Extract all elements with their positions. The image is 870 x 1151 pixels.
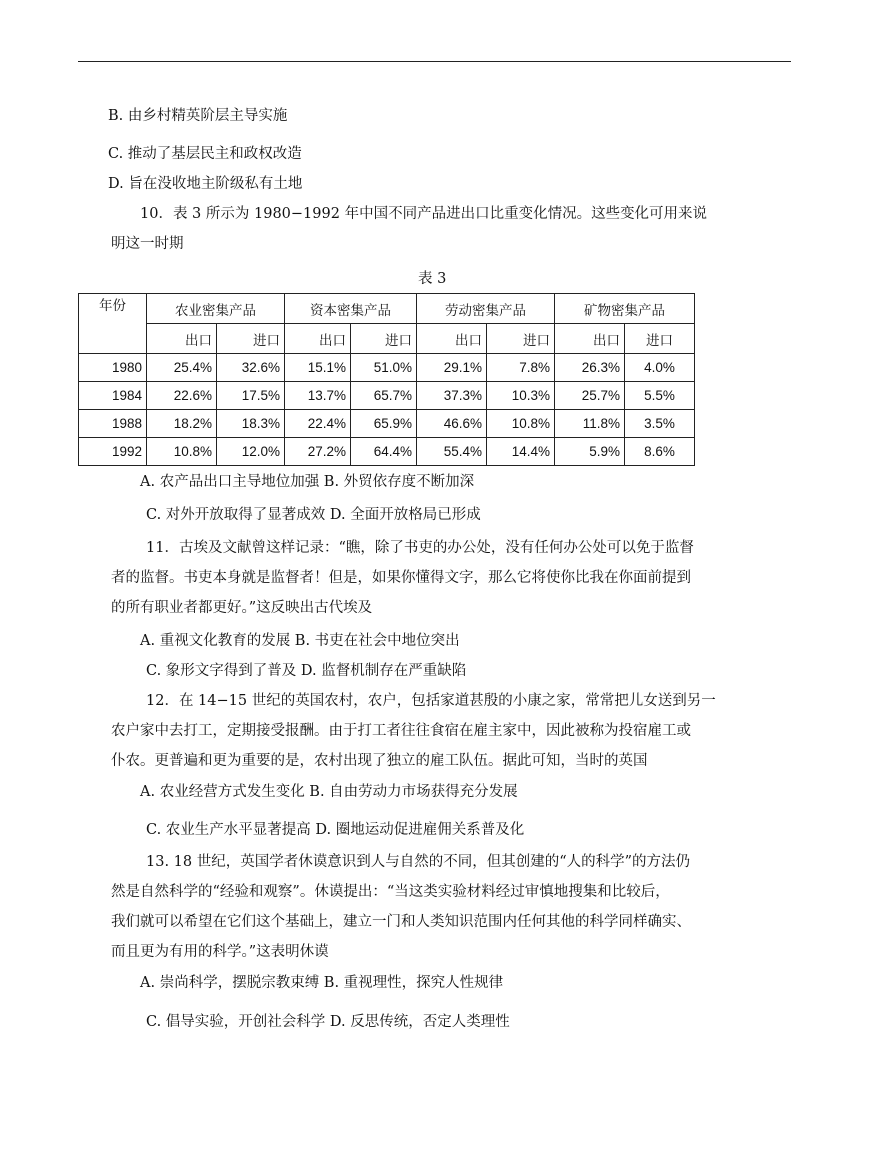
q11-stem-line-1: 11．古埃及文献曾这样记录：“瞧，除了书吏的办公处，没有任何办公处可以免于监督 bbox=[146, 540, 694, 556]
cell: 17.5% bbox=[217, 382, 285, 410]
cell: 4.0% bbox=[625, 354, 695, 382]
sub-header: 进口 bbox=[625, 324, 695, 354]
cell: 5.5% bbox=[625, 382, 695, 410]
row-year: 1988 bbox=[79, 410, 147, 438]
header-rule bbox=[78, 61, 791, 62]
q10-stem-line-2: 明这一时期 bbox=[111, 236, 184, 252]
group-header-labor: 劳动密集产品 bbox=[417, 294, 555, 324]
q13-stem-line-3: 我们就可以希望在它们这个基础上，建立一门和人类知识范围内任何其他的科学同样确实、 bbox=[111, 914, 691, 930]
cell: 32.6% bbox=[217, 354, 285, 382]
row-year: 1984 bbox=[79, 382, 147, 410]
cell: 13.7% bbox=[285, 382, 351, 410]
table-group-header-row bbox=[79, 294, 695, 324]
table-sub-header-row bbox=[79, 324, 695, 354]
sub-header: 出口 bbox=[147, 324, 217, 354]
cell: 10.8% bbox=[147, 438, 217, 466]
cell: 5.9% bbox=[555, 438, 625, 466]
cell: 11.8% bbox=[555, 410, 625, 438]
table-row bbox=[79, 410, 695, 438]
cell: 25.7% bbox=[555, 382, 625, 410]
cell: 10.8% bbox=[487, 410, 555, 438]
trade-table bbox=[78, 293, 695, 466]
q10-stem-line-1: 10．表 3 所示为 1980−1992 年中国不同产品进出口比重变化情况。这些变化可用来说 bbox=[140, 206, 708, 222]
year-header: 年份 bbox=[79, 294, 147, 354]
cell: 27.2% bbox=[285, 438, 351, 466]
q12-stem-line-1: 12．在 14−15 世纪的英国农村，农户，包括家道甚殷的小康之家，常常把儿女送到另一 bbox=[146, 693, 716, 709]
table-caption: 表 3 bbox=[418, 271, 447, 287]
q12-options-ab: A. 农业经营方式发生变化 B. 自由劳动力市场获得充分发展 bbox=[140, 784, 518, 800]
q11-options-cd: C. 象形文字得到了普及 D. 监督机制存在严重缺陷 bbox=[146, 663, 467, 679]
q10-options-ab: A. 农产品出口主导地位加强 B. 外贸依存度不断加深 bbox=[140, 474, 475, 490]
sub-header: 进口 bbox=[487, 324, 555, 354]
cell: 29.1% bbox=[417, 354, 487, 382]
row-year: 1980 bbox=[79, 354, 147, 382]
sub-header: 出口 bbox=[417, 324, 487, 354]
q9-option-d: D. 旨在没收地主阶级私有土地 bbox=[108, 176, 303, 192]
cell: 18.2% bbox=[147, 410, 217, 438]
q13-stem-line-4: 而且更为有用的科学。”这表明休谟 bbox=[111, 944, 329, 960]
cell: 65.7% bbox=[351, 382, 417, 410]
q12-stem-line-3: 仆农。更普遍和更为重要的是，农村出现了独立的雇工队伍。据此可知，当时的英国 bbox=[111, 753, 648, 769]
group-header-agri: 农业密集产品 bbox=[147, 294, 285, 324]
table-row bbox=[79, 438, 695, 466]
cell: 14.4% bbox=[487, 438, 555, 466]
sub-header: 出口 bbox=[555, 324, 625, 354]
cell: 37.3% bbox=[417, 382, 487, 410]
q11-stem-line-3: 的所有职业者都更好。”这反映出古代埃及 bbox=[111, 600, 373, 616]
cell: 3.5% bbox=[625, 410, 695, 438]
group-header-capital: 资本密集产品 bbox=[285, 294, 417, 324]
q12-options-cd: C. 农业生产水平显著提高 D. 圈地运动促进雇佣关系普及化 bbox=[146, 822, 525, 838]
cell: 22.4% bbox=[285, 410, 351, 438]
cell: 7.8% bbox=[487, 354, 555, 382]
cell: 12.0% bbox=[217, 438, 285, 466]
cell: 51.0% bbox=[351, 354, 417, 382]
cell: 18.3% bbox=[217, 410, 285, 438]
group-header-mineral: 矿物密集产品 bbox=[555, 294, 695, 324]
q11-options-ab: A. 重视文化教育的发展 B. 书吏在社会中地位突出 bbox=[140, 633, 460, 649]
cell: 46.6% bbox=[417, 410, 487, 438]
cell: 15.1% bbox=[285, 354, 351, 382]
q13-options-cd: C. 倡导实验，开创社会科学 D. 反思传统，否定人类理性 bbox=[146, 1014, 510, 1030]
q9-option-c: C. 推动了基层民主和政权改造 bbox=[108, 146, 302, 162]
sub-header: 进口 bbox=[217, 324, 285, 354]
cell: 25.4% bbox=[147, 354, 217, 382]
sub-header: 出口 bbox=[285, 324, 351, 354]
q13-stem-line-1: 13. 18 世纪，英国学者休谟意识到人与自然的不同，但其创建的“人的科学”的方法仍 bbox=[146, 854, 691, 870]
cell: 64.4% bbox=[351, 438, 417, 466]
q13-stem-line-2: 然是自然科学的“经验和观察”。休谟提出：“当这类实验材料经过审慎地搜集和比较后， bbox=[111, 884, 670, 900]
table-row bbox=[79, 382, 695, 410]
q13-options-ab: A. 崇尚科学，摆脱宗教束缚 B. 重视理性，探究人性规律 bbox=[140, 975, 504, 991]
cell: 22.6% bbox=[147, 382, 217, 410]
cell: 8.6% bbox=[625, 438, 695, 466]
cell: 10.3% bbox=[487, 382, 555, 410]
row-year: 1992 bbox=[79, 438, 147, 466]
cell: 26.3% bbox=[555, 354, 625, 382]
q12-stem-line-2: 农户家中去打工，定期接受报酬。由于打工者往往食宿在雇主家中，因此被称为投宿雇工或 bbox=[111, 723, 691, 739]
q9-option-b: B. 由乡村精英阶层主导实施 bbox=[108, 108, 288, 124]
q11-stem-line-2: 者的监督。书吏本身就是监督者！但是，如果你懂得文字，那么它将使你比我在你面前提到 bbox=[111, 570, 691, 586]
table-row bbox=[79, 354, 695, 382]
cell: 55.4% bbox=[417, 438, 487, 466]
q10-options-cd: C. 对外开放取得了显著成效 D. 全面开放格局已形成 bbox=[146, 507, 481, 523]
cell: 65.9% bbox=[351, 410, 417, 438]
sub-header: 进口 bbox=[351, 324, 417, 354]
